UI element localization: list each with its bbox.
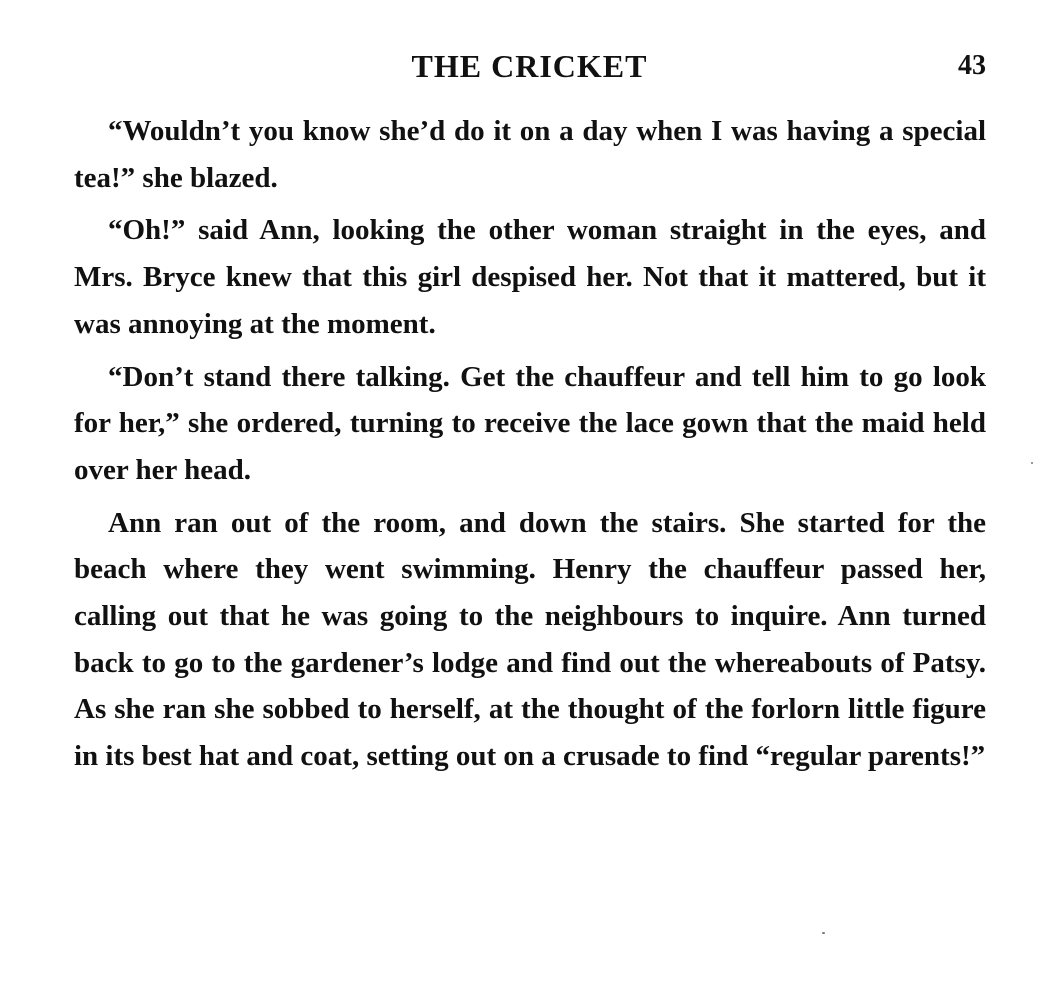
paragraph-2: “Oh!” said Ann, looking the other woman straight in the eyes, and Mrs. Bryce knew that this girl despised her. Not that it mattered, but it was annoying at the moment.	[74, 214, 986, 340]
paragraph-4: Ann ran out of the room, and down the stairs. She started for the beach where they went swimming. Henry the chauffeur passed her, calling out that he was going to the neighbours to inquire. Ann turned back to go to the gardener’s lodge and find out the whereabouts of Patsy. As she ran she sobbed to herself, at the thought of the forlorn little figure in its best hat and coat, setting out on a crusade to find “regular parents!”	[74, 506, 986, 773]
page-number: 43	[958, 50, 986, 81]
running-head	[0, 44, 1059, 88]
text-body	[74, 108, 986, 786]
scan-speck	[1031, 462, 1033, 464]
running-title: THE CRICKET	[411, 48, 648, 84]
scan-speck	[822, 932, 825, 934]
paragraph-1: “Wouldn’t you know she’d do it on a day when I was having a special tea!” she blazed.	[74, 115, 986, 194]
paragraph-3: “Don’t stand there talking. Get the chauffeur and tell him to go look for her,” she ordered, turning to receive the lace gown that the maid held over her head.	[74, 360, 986, 486]
